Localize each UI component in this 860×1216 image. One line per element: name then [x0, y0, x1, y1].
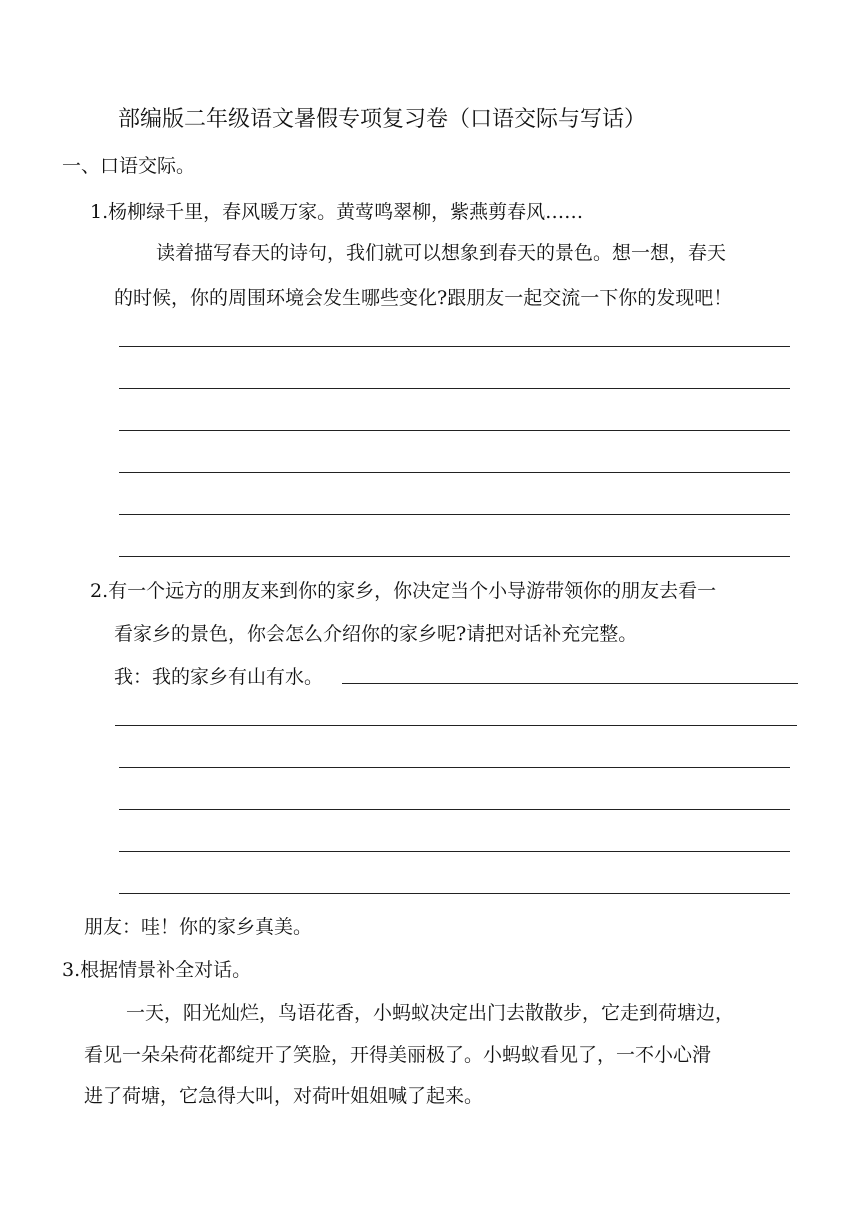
answer-line[interactable] [119, 472, 790, 473]
answer-line[interactable] [119, 388, 790, 389]
question-1-body-line-2: 的时候，你的周围环境会发生哪些变化?跟朋友一起交流一下你的发现吧！ [114, 287, 733, 309]
answer-line[interactable] [115, 725, 797, 726]
question-2-prompt-line-2: 看家乡的景色，你会怎么介绍你的家乡呢?请把对话补充完整。 [114, 623, 638, 645]
dialogue-friend-line: 朋友：哇！你的家乡真美。 [84, 916, 313, 938]
answer-line[interactable] [119, 809, 790, 810]
answer-line[interactable] [119, 346, 790, 347]
question-3-prompt: 3.根据情景补全对话。 [62, 959, 252, 981]
answer-line[interactable] [119, 556, 790, 557]
answer-line[interactable] [119, 893, 790, 894]
question-3-body-line-1: 一天，阳光灿烂，鸟语花香，小蚂蚁决定出门去散散步，它走到荷塘边， [126, 1002, 735, 1024]
page-title: 部编版二年级语文暑假专项复习卷（口语交际与写话） [118, 107, 647, 132]
answer-line[interactable] [119, 514, 790, 515]
answer-line[interactable] [342, 683, 798, 684]
question-1-prompt: 1.杨柳绿千里，春风暖万家。黄莺鸣翠柳，紫燕剪春风…… [90, 201, 584, 223]
question-2-prompt-line-1: 2.有一个远方的朋友来到你的家乡，你决定当个小导游带领你的朋友去看一 [90, 580, 717, 602]
answer-line[interactable] [119, 851, 790, 852]
answer-line[interactable] [119, 430, 790, 431]
question-3-body-line-3: 进了荷塘，它急得大叫，对荷叶姐姐喊了起来。 [84, 1085, 484, 1107]
question-3-body-line-2: 看见一朵朵荷花都绽开了笑脸，开得美丽极了。小蚂蚁看见了，一不小心滑 [84, 1044, 712, 1066]
dialogue-me-line: 我：我的家乡有山有水。 [114, 666, 324, 688]
question-1-body-line-1: 读着描写春天的诗句，我们就可以想象到春天的景色。想一想，春天 [156, 242, 727, 264]
answer-line[interactable] [119, 767, 790, 768]
section-heading: 一、口语交际。 [62, 155, 196, 177]
